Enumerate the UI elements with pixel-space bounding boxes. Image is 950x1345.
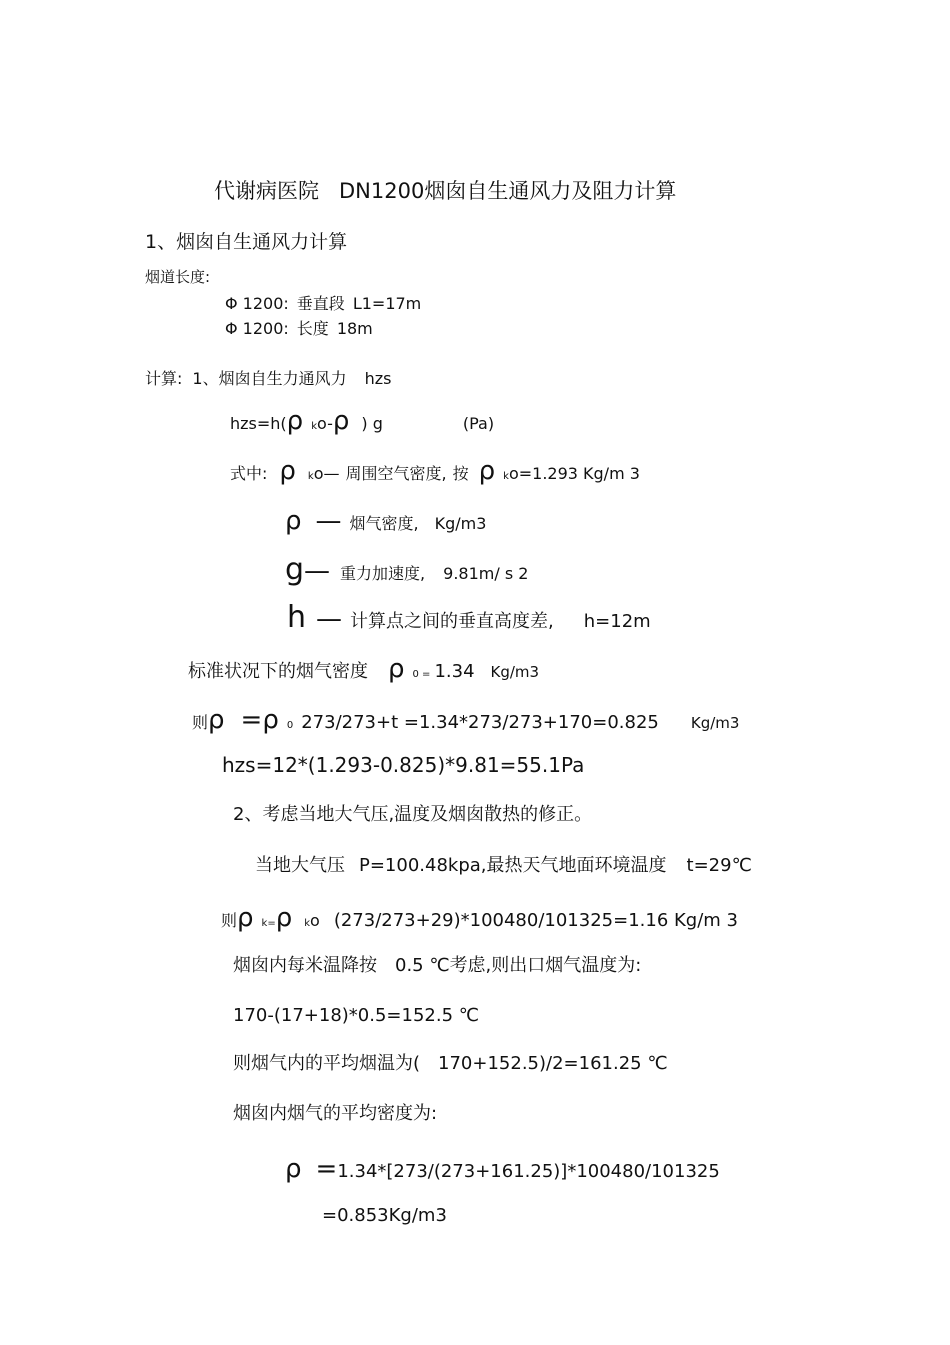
calc-item: 1、烟囱自生力通风力	[192, 369, 347, 388]
flue1-value: L1=17m	[352, 294, 422, 313]
flue-length-label: 烟道长度:	[145, 268, 211, 286]
local-pressure-value: P=100.48kpa,	[359, 855, 487, 876]
definition-value: h=12m	[583, 611, 651, 632]
section-heading-1: 1、烟囱自生通风力计算	[145, 231, 348, 253]
outlet-temp-calc: 170-(17+18)*0.5=152.5 ℃	[233, 1005, 479, 1026]
k-eq-subscript: k=	[261, 918, 276, 929]
dash: —	[316, 604, 343, 634]
page-title	[214, 181, 676, 202]
dash: —	[304, 556, 331, 586]
rho-k-calc-line	[221, 905, 738, 931]
definition-by: 按	[452, 464, 469, 483]
formula-mid: o-	[316, 414, 333, 433]
flue1-diameter: Φ 1200:	[225, 294, 289, 313]
title-hospital: 代谢病医院	[214, 179, 319, 203]
flue2-diameter: Φ 1200:	[225, 319, 289, 338]
rho-unit: Kg/m3	[690, 714, 740, 732]
avg-density-label: 烟囱内烟气的平均密度为:	[233, 1103, 438, 1124]
rho-symbol: ρ	[237, 903, 254, 933]
definition-value: o=1.293 Kg/m 3	[508, 464, 640, 483]
definition-value: 9.81m/ s 2	[443, 564, 529, 583]
standard-density-value: 1.34	[434, 661, 475, 682]
rho-symbol: ρ	[478, 456, 496, 486]
definition-rho	[285, 508, 486, 534]
formula-unit: (Pa)	[462, 414, 495, 433]
zero-subscript: 0 =	[412, 669, 431, 680]
definition-rho-ko	[230, 458, 640, 484]
final-density-calc: 1.34*[273/(273+161.25)]*100480/101325	[337, 1161, 720, 1182]
hzs-result: hzs=12*(1.293-0.825)*9.81=55.1Pa	[222, 753, 585, 777]
standard-density-line	[188, 656, 539, 682]
calc-var: hzs	[364, 369, 392, 388]
g-symbol: g	[285, 552, 305, 587]
avg-temp-label: 则烟气内的平均烟温为(	[233, 1053, 421, 1074]
title-subject: DN1200烟囱自生通风力及阻力计算	[339, 179, 677, 203]
standard-density-text: 标准状况下的烟气密度	[188, 661, 368, 682]
local-temp-label: 最热天气地面环境温度	[486, 855, 667, 876]
section-heading-2: 2、考虑当地大气压,温度及烟囱散热的修正。	[233, 804, 593, 825]
rho-symbol: ρ	[286, 406, 304, 436]
ko-o: o	[310, 911, 320, 930]
flue2-value: 18m	[336, 319, 373, 338]
definition-h	[287, 600, 651, 635]
rho-calc: 273/273+t =1.34*273/273+170=0.825	[301, 712, 659, 733]
flue1-segment: 垂直段	[296, 294, 345, 313]
local-pressure-label: 当地大气压	[255, 855, 345, 876]
final-density-result: =0.853Kg/m3	[322, 1205, 447, 1226]
formula-line	[230, 408, 494, 434]
temp-drop-label: 烟囱内每米温降按	[233, 955, 377, 976]
definition-text: 计算点之间的垂直高度差,	[350, 611, 554, 632]
ze-label: 则	[221, 911, 238, 930]
local-temp-value: t=29℃	[686, 855, 752, 876]
definition-text: 重力加速度,	[340, 564, 426, 583]
local-conditions-line	[255, 857, 752, 875]
k-subscript: k	[307, 471, 314, 482]
k-subscript: k	[503, 471, 509, 482]
rho-symbol: ρ	[279, 456, 296, 486]
zero-subscript: 0	[286, 720, 294, 731]
definition-o-dash: o—	[313, 464, 340, 483]
rho-symbol: ρ	[208, 705, 225, 735]
dash: —	[315, 506, 342, 536]
h-symbol: h	[287, 600, 307, 635]
rho-symbol: ρ	[285, 506, 302, 536]
avg-temp-line	[233, 1055, 668, 1073]
flue-line-1	[225, 296, 421, 312]
rho-symbol: ρ	[388, 654, 405, 684]
rho-symbol: ρ	[332, 406, 350, 436]
definition-text: 烟气密度,	[349, 514, 419, 533]
flue2-segment: 长度	[296, 319, 329, 338]
formula-prefix: hzs=h(	[230, 414, 287, 433]
k-subscript: k	[311, 421, 317, 432]
rho-symbol: ρ	[262, 705, 279, 735]
temp-drop-text: 0.5 ℃考虑,则出口烟气温度为:	[395, 955, 642, 976]
definition-text: 周围空气密度,	[345, 464, 447, 483]
rho-k-calc: (273/273+29)*100480/101325=1.16 Kg/m 3	[333, 910, 738, 931]
ze-label: 则	[192, 713, 209, 732]
rho-symbol: ρ	[285, 1154, 302, 1184]
where-label: 式中:	[230, 464, 268, 483]
final-density-calc-line	[285, 1156, 720, 1182]
temp-drop-line	[233, 957, 641, 975]
definition-g	[285, 552, 529, 587]
standard-density-unit: Kg/m3	[490, 663, 540, 681]
rho-symbol: ρ	[275, 903, 293, 933]
rho-calc-line	[192, 707, 739, 733]
flue-line-2	[225, 321, 373, 337]
avg-temp-calc: 170+152.5)/2=161.25 ℃	[438, 1053, 668, 1074]
formula-post: ) g	[361, 414, 383, 433]
equals: =	[240, 705, 263, 735]
calc-label: 计算:	[145, 369, 183, 388]
k-subscript: k	[304, 918, 311, 929]
calc-line	[145, 371, 391, 387]
equals: =	[315, 1154, 338, 1184]
definition-unit: Kg/m3	[434, 514, 487, 533]
